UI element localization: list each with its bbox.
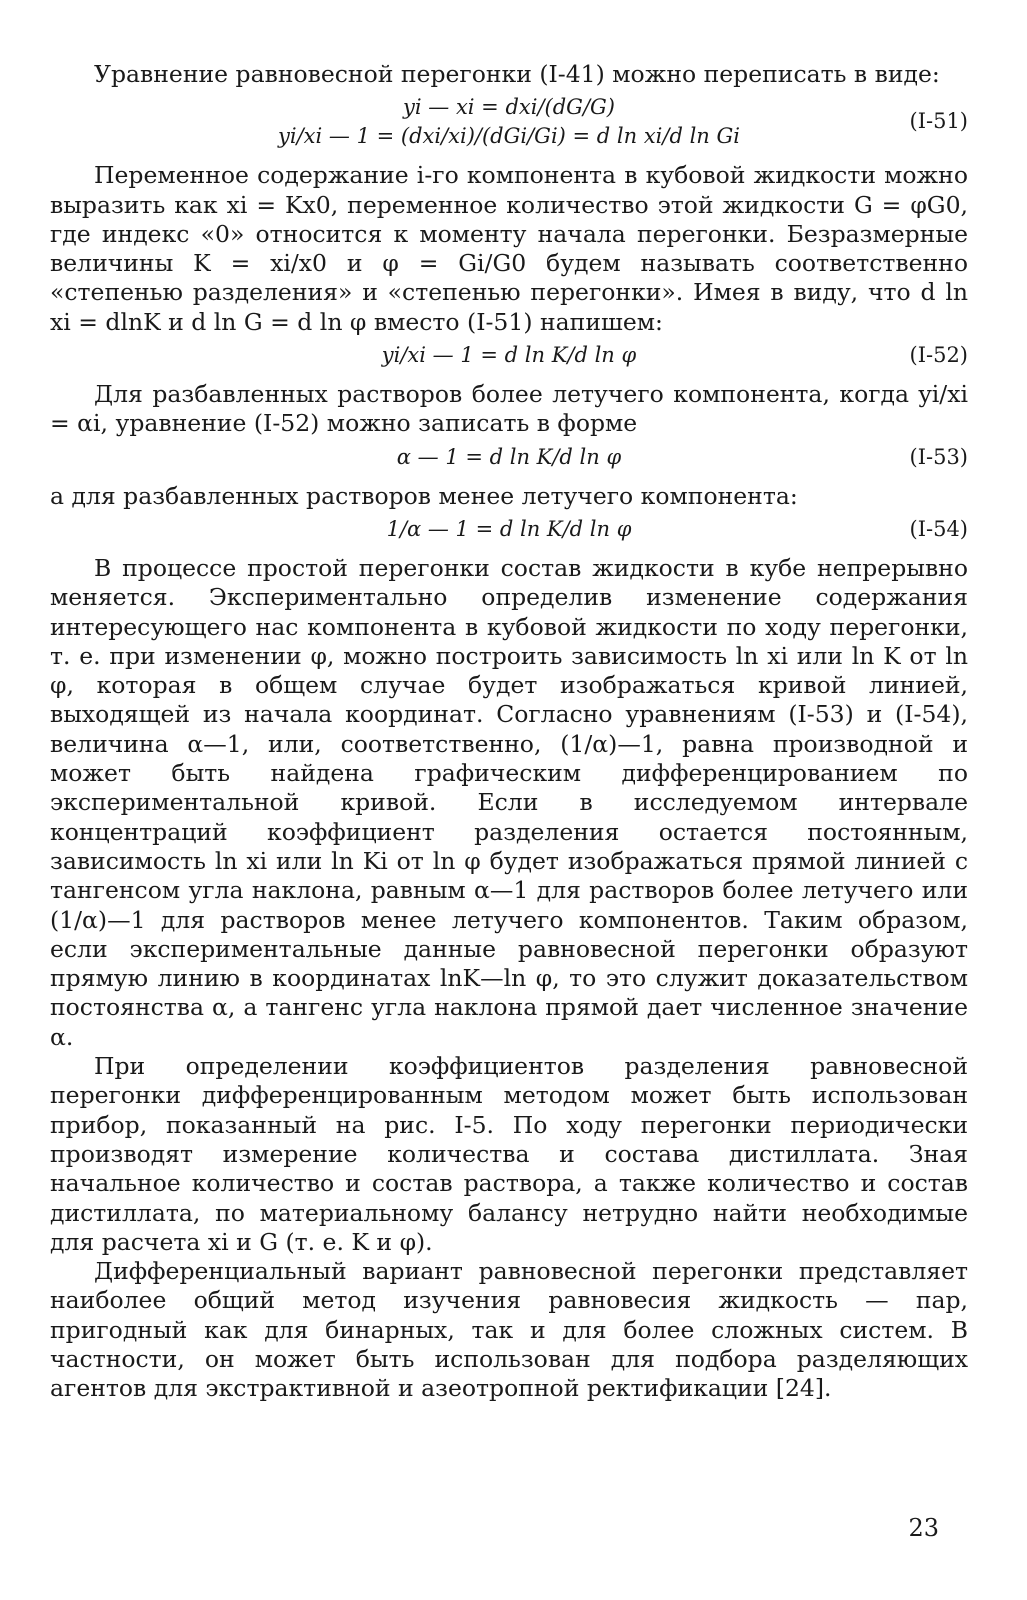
equation-i-52-formula: yi/xi — 1 = d ln K/d ln φ (381, 343, 637, 368)
equation-i-54-formula: 1/α — 1 = d ln K/d ln φ (386, 516, 632, 541)
equation-i-51 (50, 93, 968, 151)
paragraph-variable-content: Переменное содержание i-го компонента в кубовой жидкости можно выразить как xi = Kx0, переменное количество этой жидкости G = φG0, где индекс «0» относится к моменту начала перегонки. Безразмерные величины K = xi/x0 и φ = Gi/G0 будем называть соответственно «степенью разделения» и «степенью перегонки». Имея в виду, что d ln xi = dlnK и d ln G = d ln φ вместо (I-51) напишем: (50, 161, 968, 336)
equation-i-53-formula: α — 1 = d ln K/d ln φ (396, 444, 622, 469)
equation-number: (I-52) (909, 343, 968, 368)
equation-number: (I-54) (909, 516, 968, 541)
equation-number: (I-51) (909, 109, 968, 134)
paragraph-intro: Уравнение равновесной перегонки (I-41) можно переписать в виде: (94, 60, 940, 88)
paragraph-differential-variant: Дифференциальный вариант равновесной перегонки представляет наиболее общий метод изучения равновесия жидкость — пар, пригодный как для бинарных, так и для более сложных систем. В частности, он может быть использован для подбора разделяющих агентов для экстрактивной и азеотропной ректификации [24]. (50, 1257, 968, 1403)
paragraph-differential-method: При определении коэффициентов разделения равновесной перегонки дифференцированным методом может быть использован прибор, показанный на рис. I-5. По ходу перегонки периодически производят измерение количества и состава дистиллата. Зная начальное количество и состав раствора, а также количество и состав дистиллата, по материальному балансу нетрудно найти необходимые для расчета xi и G (т. е. K и φ). (50, 1052, 968, 1256)
paragraph-dilute-volatile: Для разбавленных растворов более летучего компонента, когда yi/xi = αi, уравнение (I-52) можно записать в форме (50, 380, 968, 438)
equation-i-51-line1: yi — xi = dxi/(dG/G) (403, 95, 615, 120)
equation-i-54 (50, 515, 968, 544)
equation-number: (I-53) (909, 444, 968, 469)
equation-i-51-line2: yi/xi — 1 = (dxi/xi)/(dGi/Gi) = d ln xi/d ln Gi (278, 124, 740, 149)
equation-i-52 (50, 341, 968, 370)
page-body (50, 60, 968, 1404)
equation-i-53 (50, 443, 968, 472)
page-number: 23 (908, 1514, 939, 1542)
paragraph-simple-distillation: В процессе простой перегонки состав жидкости в кубе непрерывно меняется. Экспериментально определив изменение содержания интересующего нас компонента в кубовой жидкости по ходу перегонки, т. е. при изменении φ, можно построить зависимость ln xi или ln K от ln φ, которая в общем случае будет изображаться кривой линией, выходящей из начала координат. Согласно уравнениям (I-53) и (I-54), величина α—1, или, соответственно, (1/α)—1, равна производной и может быть найдена графическим дифференцированием по экспериментальной кривой. Если в исследуемом интервале концентраций коэффициент разделения остается постоянным, зависимость ln xi или ln Ki от ln φ будет изображаться прямой линией с тангенсом угла наклона, равным α—1 для растворов более летучего или (1/α)—1 для растворов менее летучего компонентов. Таким образом, если экспериментальные данные равновесной перегонки образуют прямую линию в координатах lnK—ln φ, то это служит доказательством постоянства α, а тангенс угла наклона прямой дает численное значение α. (50, 553, 968, 1051)
paragraph-dilute-less-volatile: а для разбавленных растворов менее летучего компонента: (50, 481, 798, 510)
